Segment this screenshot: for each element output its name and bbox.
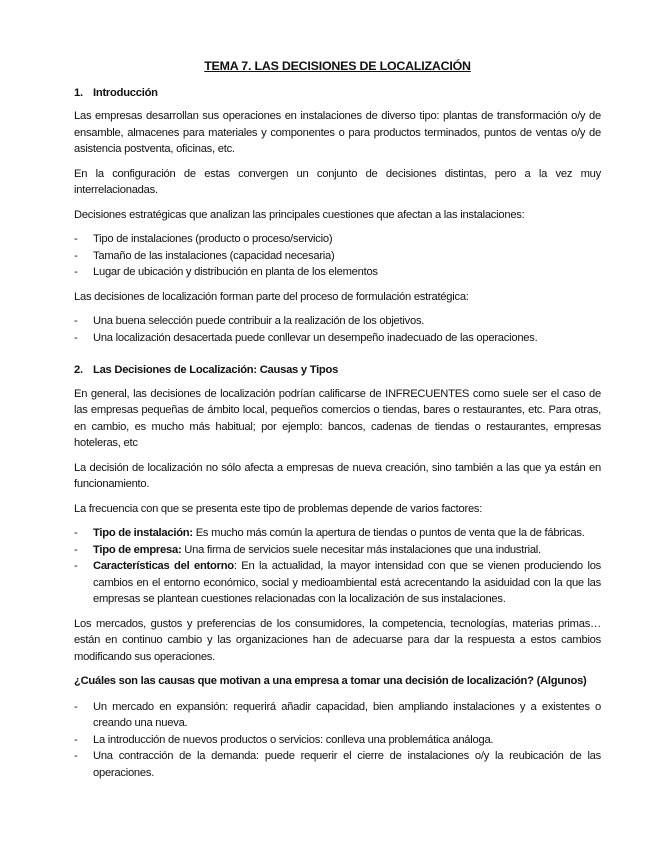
section-2-number: 2. [74, 364, 83, 376]
bullet-dash: - [74, 750, 78, 762]
bullet-dash: - [74, 266, 78, 278]
page-title: TEMA 7. LAS DECISIONES DE LOCALIZACIÓN [204, 59, 471, 73]
list-item-text: Tipo de instalaciones (producto o proceso/servicio) [93, 233, 333, 245]
section-1-number: 1. [74, 86, 83, 99]
list-item [74, 699, 601, 732]
list-item [74, 525, 601, 542]
bullet-dash: - [74, 543, 78, 556]
factors-list [74, 525, 601, 608]
list-item-text: Una contracción de la demanda: puede requerir el cierre de instalaciones o/y la reubicación de las operaciones. [93, 750, 601, 779]
paragraph: En general, las decisiones de localización podrían calificarse de INFRECUENTES como suele ser el caso de las empresas pequeñas de ámbito local, pequeños comercios o tiendas, bares o restaurantes, etc. Para otras, en cambio, es mucho más habitual; por ejemplo: bancos, cadenas de tiendas o restaurantes, empresas hoteleras, etc [74, 387, 601, 449]
factor-term: Características del entorno [93, 560, 234, 572]
list-item-text: Una localización desacertada puede conllevar un desempeño inadecuado de las operaciones. [93, 331, 538, 344]
factor-text: : En la actualidad, la mayor intensidad con que se vienen produciendo los cambios en el entorno económico, social y medioambiental está acrecentando la asiduidad con la que las empresas se plantean cuestiones relacionadas con la localización de sus instalaciones. [93, 560, 602, 605]
paragraph: Decisiones estratégicas que analizan las principales cuestiones que afectan a las instalaciones: [74, 208, 525, 221]
bullet-dash: - [74, 331, 78, 344]
bullet-dash: - [74, 527, 78, 539]
paragraph: La decisión de localización no sólo afecta a empresas de nueva creación, sino también a las que ya están en funcionamiento. [74, 461, 601, 490]
causes-list [74, 699, 601, 782]
bullet-dash: - [74, 315, 78, 327]
list-item [74, 264, 601, 281]
list-item-text: Una buena selección puede contribuir a la realización de los objetivos. [93, 315, 425, 327]
list-item-text: Tamaño de las instalaciones (capacidad necesaria) [93, 249, 335, 262]
paragraph: Las decisiones de localización forman parte del proceso de formulación estratégica: [74, 290, 469, 303]
bullet-list [74, 231, 601, 281]
bullet-dash: - [74, 733, 78, 746]
paragraph: Los mercados, gustos y preferencias de los consumidores, la competencia, tecnologías, materias primas… están en continuo cambio y las organizaciones han de adecuarse para dar la respuesta a estos cambios modificando sus operaciones. [74, 617, 601, 663]
paragraph: Las empresas desarrollan sus operaciones en instalaciones de diverso tipo: plantas de transformación o/y de ensamble, almacenes para materiales y componentes o para productos terminados, puntos de ventas o/y de asistencia postventa, oficinas, etc. [74, 110, 601, 155]
section-spacer [74, 354, 601, 362]
list-item [74, 330, 601, 347]
factor-text: Es mucho más común la apertura de tiendas o puntos de venta que la de fábricas. [192, 527, 585, 539]
factor-text: Una firma de servicios suele necesitar más instalaciones que una industrial. [181, 543, 541, 556]
bullet-list [74, 313, 601, 346]
section-1-title: Introducción [93, 86, 158, 99]
list-item [74, 248, 601, 265]
bullet-dash: - [74, 233, 78, 245]
list-item-text: La introducción de nuevos productos o servicios: conlleva una problemática análoga. [93, 733, 494, 746]
list-item [74, 542, 601, 559]
bullet-dash: - [74, 700, 78, 713]
list-item-text: Un mercado en expansión: requerirá añadir capacidad, bien ampliando instalaciones y a existentes o creando una nueva. [93, 700, 601, 729]
document-page [74, 58, 601, 789]
list-item [74, 748, 601, 781]
bullet-dash: - [74, 560, 78, 572]
factor-term: Tipo de instalación: [93, 527, 193, 539]
causes-question: ¿Cuáles son las causas que motivan a una empresa a tomar una decisión de localización? (Algunos) [74, 675, 587, 687]
list-item [74, 558, 601, 608]
paragraph: En la configuración de estas convergen un conjunto de decisiones distintas, pero a la vez muy interrelacionadas. [74, 167, 601, 196]
section-2-title: Las Decisiones de Localización: Causas y Tipos [93, 364, 339, 376]
list-item [74, 732, 601, 749]
list-item-text: Lugar de ubicación y distribución en planta de los elementos [93, 266, 378, 278]
section-2-heading [74, 362, 601, 379]
section-1-heading [74, 85, 601, 102]
factor-term: Tipo de empresa: [93, 543, 182, 556]
list-item [74, 313, 601, 330]
list-item [74, 231, 601, 248]
paragraph: La frecuencia con que se presenta este tipo de problemas depende de varios factores: [74, 502, 483, 515]
bullet-dash: - [74, 249, 78, 262]
